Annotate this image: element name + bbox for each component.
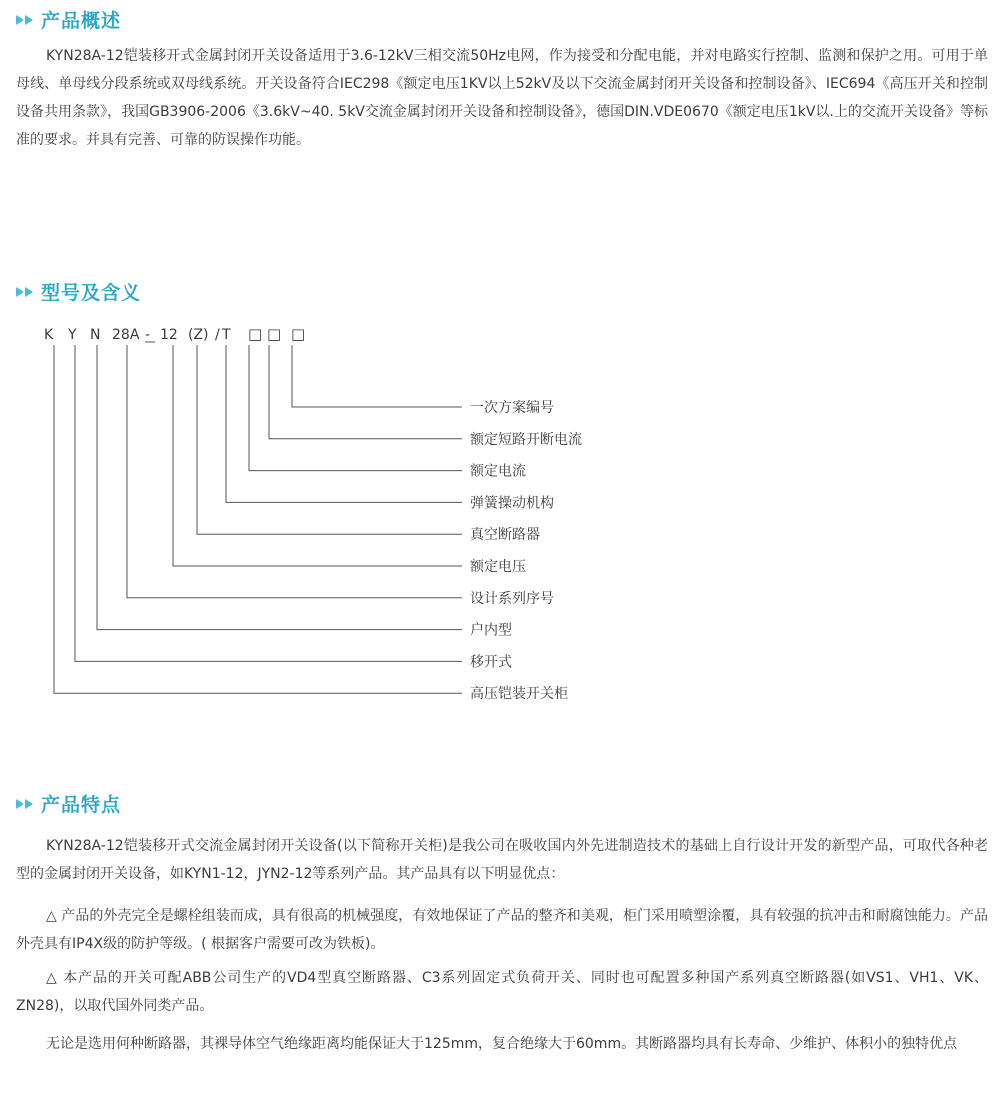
code-char: -	[145, 327, 151, 343]
code-char: □	[267, 325, 282, 343]
code-char: N	[90, 327, 101, 343]
section-title-model	[16, 278, 141, 305]
leader-line	[197, 345, 462, 534]
code-char: 28A	[112, 327, 140, 343]
code-char: □	[248, 325, 263, 343]
code-char: (Z)	[188, 327, 209, 343]
meaning-label: 一次方案编号	[470, 400, 554, 416]
leader-line	[54, 345, 462, 693]
meaning-label: 真空断路器	[470, 527, 540, 544]
model-code-diagram	[0, 315, 700, 715]
meaning-label: 移开式	[470, 654, 512, 671]
leader-line	[269, 345, 462, 439]
features-paragraph-1: KYN28A-12铠装移开式交流金属封闭开关设备(以下简称开关柜)是我公司在吸收国内外先进制造技术的基础上自行设计开发的新型产品，可取代各种老型的金属封闭开关设备，如KYN1-12，JYN2-12等系列产品。其产品具有以下明显优点：	[16, 838, 988, 882]
model-code	[44, 325, 305, 343]
code-char: K	[44, 327, 54, 343]
double-arrow-icon	[16, 799, 33, 809]
features-paragraph-3: △ 本产品的开关可配ABB公司生产的VD4型真空断路器、C3系列固定式负荷开关、同时也可配置多种国产系列真空断路器(如VS1、VH1、VK、ZN28)，以取代国外同类产品。	[16, 970, 988, 1014]
overview-paragraph: KYN28A-12铠装移开式金属封闭开关设备适用于3.6-12kV三相交流50Hz电网，作为接受和分配电能，并对电路实行控制、监测和保护之用。可用于单母线、单母线分段系统或双母线系统。开关设备符合IEC298《额定电压1KV以上52kV及以下交流金属封闭开关设备和控制设备》、IEC694《高压开关和控制设备共用条款》，我国GB3906-2006《3.6kV~40. 5kV交流金属封闭开关设备和控制设备》，德国DIN.VDE0670《额定电压1kV以.上的交流开关设备》等标准的要求。并具有完善、可靠的防误操作功能。	[16, 48, 988, 148]
code-char: /	[215, 327, 220, 343]
model-title: 型号及含义	[41, 282, 142, 304]
leader-line	[249, 345, 462, 471]
meaning-label: 弹簧操动机构	[470, 495, 554, 512]
double-arrow-icon	[16, 15, 33, 25]
features-paragraph-2: △ 产品的外壳完全是螺栓组装而成，具有很高的机械强度，有效地保证了产品的整齐和美观，柜门采用喷塑涂覆，具有较强的抗冲击和耐腐蚀能力。产品外壳具有IP4X级的防护等级。( 根据客户需要可改为铁板)。	[16, 908, 988, 952]
code-char: 12	[160, 327, 178, 343]
meaning-label: 户内型	[470, 622, 512, 639]
meaning-label: 额定电压	[470, 559, 526, 575]
leader-line	[127, 345, 462, 598]
leader-lines	[54, 342, 462, 693]
code-char: T	[222, 327, 231, 343]
section-title-overview	[16, 6, 121, 33]
leader-line	[292, 345, 462, 407]
meaning-label: 高压铠装开关柜	[470, 686, 568, 703]
section-title-features	[16, 790, 121, 817]
code-char: □	[291, 325, 306, 343]
code-char: Y	[68, 327, 77, 343]
meaning-label: 设计系列序号	[470, 590, 554, 607]
leader-line	[173, 345, 462, 566]
meaning-labels	[470, 400, 582, 702]
features-title: 产品特点	[41, 794, 122, 816]
meaning-label: 额定电流	[470, 463, 526, 480]
double-arrow-icon	[16, 287, 33, 297]
leader-line	[97, 345, 462, 630]
features-paragraph-4: 无论是选用何种断路器，其裸导体空气绝缘距离均能保证大于125mm，复合绝缘大于60mm。其断路器均具有长寿命、少维护、体积小的独特优点	[46, 1036, 958, 1052]
overview-title: 产品概述	[41, 10, 122, 32]
leader-line	[226, 345, 462, 502]
meaning-label: 额定短路开断电流	[470, 431, 582, 448]
